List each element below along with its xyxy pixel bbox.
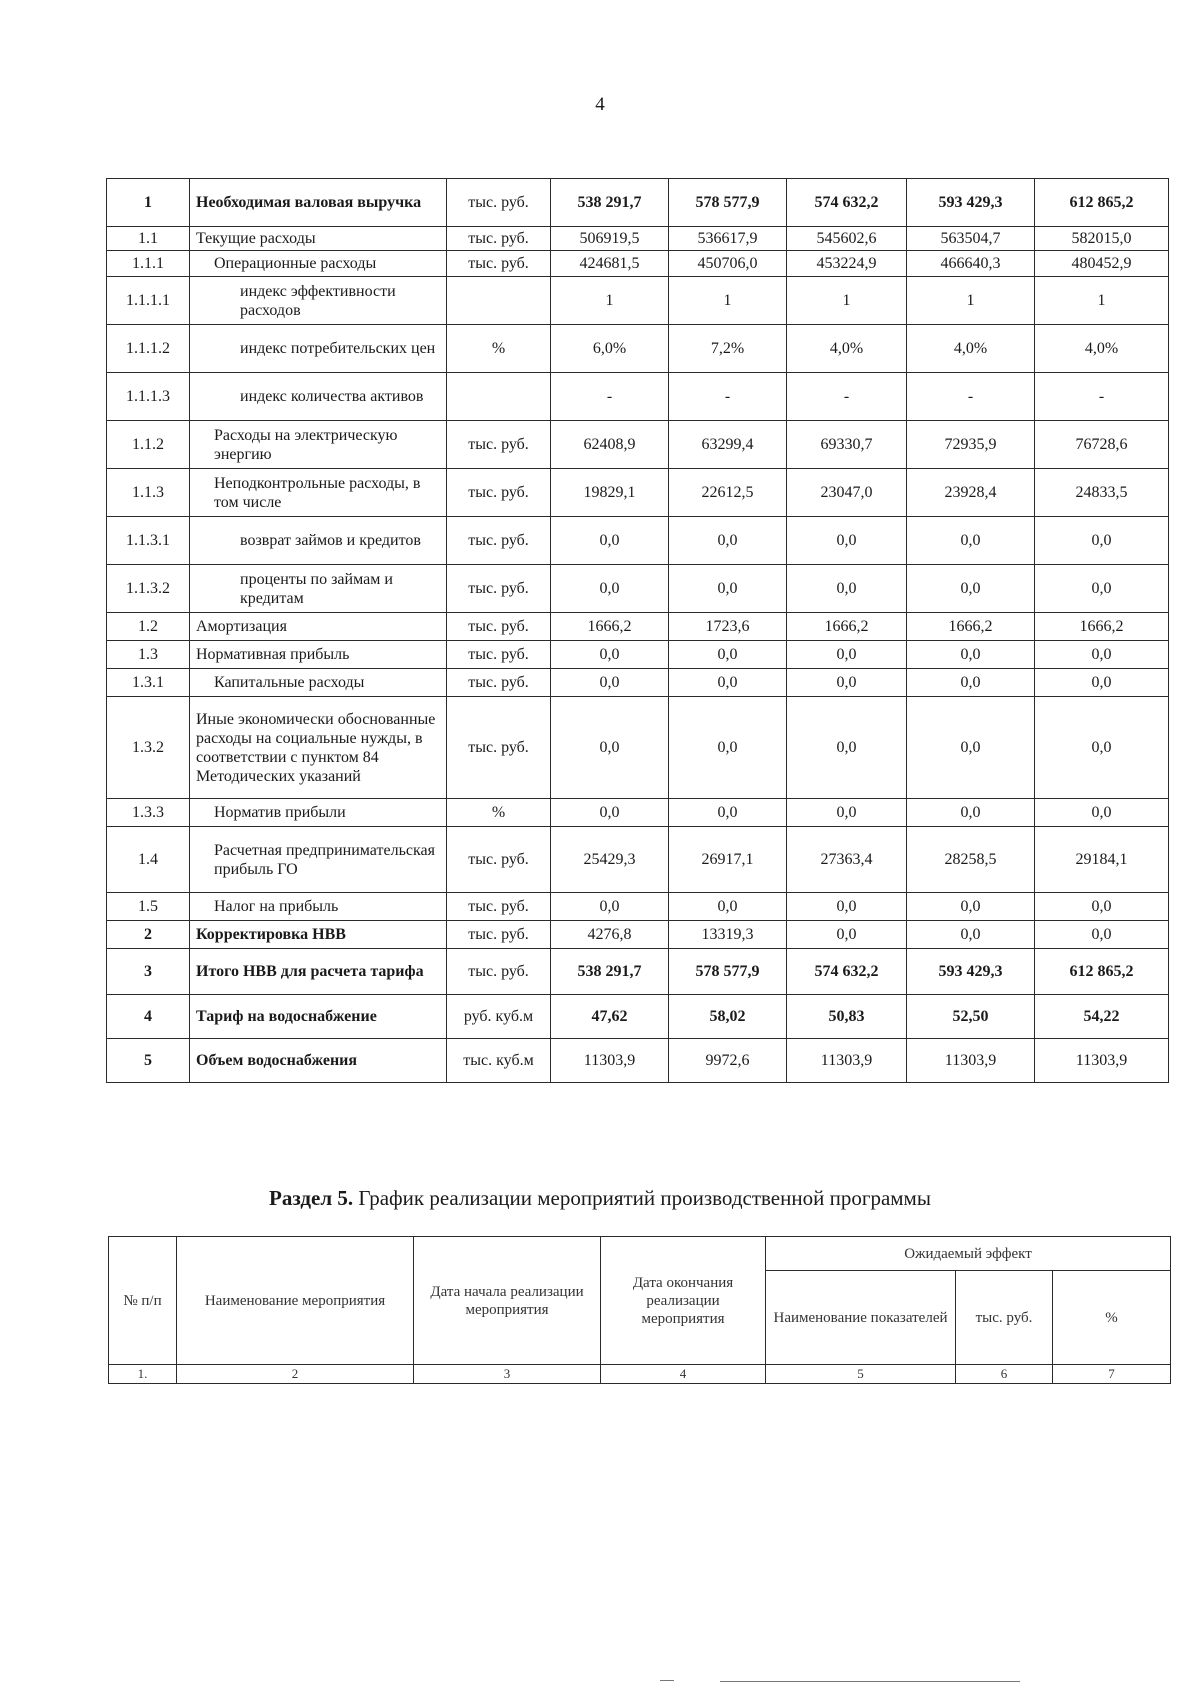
tariff-table — [106, 178, 1169, 1083]
row-name: Расчетная предпринимательская прибыль ГО — [190, 827, 447, 893]
value-cell: 0,0 — [787, 641, 907, 669]
value-cell: 11303,9 — [787, 1039, 907, 1083]
row-number: 1 — [107, 179, 190, 227]
row-number: 1.4 — [107, 827, 190, 893]
column-index-cell: 4 — [601, 1365, 766, 1384]
value-cell: 0,0 — [907, 517, 1035, 565]
row-name: Текущие расходы — [190, 227, 447, 251]
row-unit: тыс. куб.м — [447, 1039, 551, 1083]
row-name: Тариф на водоснабжение — [190, 995, 447, 1039]
value-cell: 11303,9 — [551, 1039, 669, 1083]
value-cell: 0,0 — [1035, 921, 1169, 949]
row-name: Норматив прибыли — [190, 799, 447, 827]
row-unit: % — [447, 325, 551, 373]
row-number: 1.1.3.1 — [107, 517, 190, 565]
header-start-date: Дата начала реализации мероприятия — [414, 1237, 601, 1365]
value-cell: 453224,9 — [787, 251, 907, 277]
page-number: 4 — [595, 94, 605, 115]
table-row — [107, 517, 1169, 565]
header-thousand-rub: тыс. руб. — [956, 1271, 1053, 1365]
value-cell: 22612,5 — [669, 469, 787, 517]
row-unit: тыс. руб. — [447, 421, 551, 469]
row-number: 1.5 — [107, 893, 190, 921]
value-cell: 4,0% — [1035, 325, 1169, 373]
value-cell: 27363,4 — [787, 827, 907, 893]
row-number: 4 — [107, 995, 190, 1039]
row-number: 1.1.3 — [107, 469, 190, 517]
table-row — [107, 949, 1169, 995]
row-name: Итого НВВ для расчета тарифа — [190, 949, 447, 995]
value-cell: 582015,0 — [1035, 227, 1169, 251]
value-cell: 9972,6 — [669, 1039, 787, 1083]
value-cell: 0,0 — [907, 565, 1035, 613]
row-unit — [447, 373, 551, 421]
row-unit: тыс. руб. — [447, 613, 551, 641]
table-row — [107, 641, 1169, 669]
value-cell: 72935,9 — [907, 421, 1035, 469]
value-cell: 0,0 — [551, 893, 669, 921]
value-cell: 593 429,3 — [907, 179, 1035, 227]
header-percent: % — [1053, 1271, 1171, 1365]
table-row — [107, 669, 1169, 697]
row-number: 1.3.3 — [107, 799, 190, 827]
value-cell: 563504,7 — [907, 227, 1035, 251]
value-cell: 23047,0 — [787, 469, 907, 517]
row-number: 1.1.3.2 — [107, 565, 190, 613]
value-cell: 0,0 — [1035, 517, 1169, 565]
value-cell: 13319,3 — [669, 921, 787, 949]
value-cell: 7,2% — [669, 325, 787, 373]
row-number: 1.1.1.1 — [107, 277, 190, 325]
value-cell: 538 291,7 — [551, 179, 669, 227]
value-cell: 0,0 — [669, 697, 787, 799]
table-row — [107, 1039, 1169, 1083]
value-cell: 466640,3 — [907, 251, 1035, 277]
value-cell: 0,0 — [787, 697, 907, 799]
row-unit: руб. куб.м — [447, 995, 551, 1039]
row-name: Неподконтрольные расходы, в том числе — [190, 469, 447, 517]
table-row — [107, 697, 1169, 799]
value-cell: 62408,9 — [551, 421, 669, 469]
column-index-cell: 7 — [1053, 1365, 1171, 1384]
value-cell: 4276,8 — [551, 921, 669, 949]
value-cell: 574 632,2 — [787, 949, 907, 995]
value-cell: 58,02 — [669, 995, 787, 1039]
row-number: 1.3 — [107, 641, 190, 669]
column-index-cell: 3 — [414, 1365, 601, 1384]
value-cell: 29184,1 — [1035, 827, 1169, 893]
value-cell: 6,0% — [551, 325, 669, 373]
value-cell: 69330,7 — [787, 421, 907, 469]
value-cell: - — [1035, 373, 1169, 421]
row-name: возврат займов и кредитов — [190, 517, 447, 565]
row-name: Капитальные расходы — [190, 669, 447, 697]
value-cell: 1666,2 — [551, 613, 669, 641]
value-cell: 0,0 — [551, 517, 669, 565]
row-unit: тыс. руб. — [447, 251, 551, 277]
value-cell: 0,0 — [907, 669, 1035, 697]
value-cell: 0,0 — [669, 517, 787, 565]
value-cell: 0,0 — [787, 893, 907, 921]
table-row — [107, 277, 1169, 325]
value-cell: 578 577,9 — [669, 949, 787, 995]
value-cell: 578 577,9 — [669, 179, 787, 227]
value-cell: 1 — [787, 277, 907, 325]
header-num: № п/п — [109, 1237, 177, 1365]
value-cell: 545602,6 — [787, 227, 907, 251]
row-unit: тыс. руб. — [447, 565, 551, 613]
value-cell: 24833,5 — [1035, 469, 1169, 517]
row-unit: тыс. руб. — [447, 641, 551, 669]
value-cell: 23928,4 — [907, 469, 1035, 517]
row-number: 1.1.1 — [107, 251, 190, 277]
section-5-title — [0, 1186, 1200, 1211]
row-name: Корректировка НВВ — [190, 921, 447, 949]
table-row — [107, 995, 1169, 1039]
value-cell: 0,0 — [787, 565, 907, 613]
scan-artifact — [720, 1681, 1020, 1682]
column-index-cell: 1. — [109, 1365, 177, 1384]
row-number: 1.3.2 — [107, 697, 190, 799]
table-row — [107, 565, 1169, 613]
header-expected-effect: Ожидаемый эффект — [766, 1237, 1171, 1271]
row-name: Операционные расходы — [190, 251, 447, 277]
value-cell: 0,0 — [1035, 893, 1169, 921]
value-cell: 0,0 — [551, 641, 669, 669]
value-cell: 0,0 — [551, 669, 669, 697]
scan-artifact — [660, 1680, 674, 1681]
value-cell: 0,0 — [907, 697, 1035, 799]
section-5-heading: График реализации мероприятий производственной программы — [358, 1186, 931, 1210]
table-row — [107, 469, 1169, 517]
value-cell: 0,0 — [907, 893, 1035, 921]
row-number: 5 — [107, 1039, 190, 1083]
value-cell: 538 291,7 — [551, 949, 669, 995]
value-cell: 612 865,2 — [1035, 949, 1169, 995]
value-cell: 1666,2 — [787, 613, 907, 641]
column-index-row — [109, 1365, 1171, 1384]
row-unit: тыс. руб. — [447, 697, 551, 799]
value-cell: 424681,5 — [551, 251, 669, 277]
row-unit: тыс. руб. — [447, 893, 551, 921]
value-cell: 574 632,2 — [787, 179, 907, 227]
value-cell: 1666,2 — [907, 613, 1035, 641]
value-cell: 0,0 — [1035, 799, 1169, 827]
value-cell: 28258,5 — [907, 827, 1035, 893]
table-row — [107, 827, 1169, 893]
row-name: Налог на прибыль — [190, 893, 447, 921]
value-cell: 593 429,3 — [907, 949, 1035, 995]
value-cell: 1 — [907, 277, 1035, 325]
header-activity-name: Наименование мероприятия — [177, 1237, 414, 1365]
value-cell: - — [551, 373, 669, 421]
table-row — [107, 921, 1169, 949]
table-row — [107, 613, 1169, 641]
row-name: индекс эффективности расходов — [190, 277, 447, 325]
value-cell: 0,0 — [787, 921, 907, 949]
header-end-date: Дата окончания реализации мероприятия — [601, 1237, 766, 1365]
value-cell: 0,0 — [669, 893, 787, 921]
row-unit: тыс. руб. — [447, 669, 551, 697]
value-cell: 0,0 — [551, 565, 669, 613]
value-cell: 26917,1 — [669, 827, 787, 893]
row-unit: % — [447, 799, 551, 827]
value-cell: 52,50 — [907, 995, 1035, 1039]
value-cell: 0,0 — [1035, 669, 1169, 697]
schedule-table — [108, 1236, 1171, 1384]
value-cell: 612 865,2 — [1035, 179, 1169, 227]
value-cell: 480452,9 — [1035, 251, 1169, 277]
value-cell: 450706,0 — [669, 251, 787, 277]
value-cell: 19829,1 — [551, 469, 669, 517]
value-cell: 0,0 — [551, 799, 669, 827]
table-row — [107, 251, 1169, 277]
value-cell: 506919,5 — [551, 227, 669, 251]
value-cell: 0,0 — [669, 641, 787, 669]
row-name: Объем водоснабжения — [190, 1039, 447, 1083]
value-cell: 0,0 — [907, 641, 1035, 669]
table-row — [107, 325, 1169, 373]
value-cell: 0,0 — [1035, 565, 1169, 613]
row-number: 3 — [107, 949, 190, 995]
value-cell: 0,0 — [669, 799, 787, 827]
row-number: 1.3.1 — [107, 669, 190, 697]
header-indicator-name: Наименование показателей — [766, 1271, 956, 1365]
row-unit: тыс. руб. — [447, 517, 551, 565]
row-name: проценты по займам и кредитам — [190, 565, 447, 613]
value-cell: 25429,3 — [551, 827, 669, 893]
table-row — [107, 799, 1169, 827]
row-name: Необходимая валовая выручка — [190, 179, 447, 227]
row-number: 1.1.1.2 — [107, 325, 190, 373]
row-number: 1.2 — [107, 613, 190, 641]
row-name: индекс количества активов — [190, 373, 447, 421]
value-cell: 0,0 — [907, 921, 1035, 949]
row-unit: тыс. руб. — [447, 179, 551, 227]
row-unit: тыс. руб. — [447, 949, 551, 995]
table-row — [107, 421, 1169, 469]
table-row — [107, 373, 1169, 421]
table-row — [107, 179, 1169, 227]
value-cell: 1 — [669, 277, 787, 325]
table-row — [107, 893, 1169, 921]
value-cell: 0,0 — [1035, 641, 1169, 669]
value-cell: - — [787, 373, 907, 421]
value-cell: 0,0 — [669, 669, 787, 697]
value-cell: 0,0 — [787, 799, 907, 827]
value-cell: 1 — [1035, 277, 1169, 325]
value-cell: 0,0 — [907, 799, 1035, 827]
row-name: Расходы на электрическую энергию — [190, 421, 447, 469]
value-cell: - — [669, 373, 787, 421]
value-cell: 1723,6 — [669, 613, 787, 641]
value-cell: 50,83 — [787, 995, 907, 1039]
value-cell: 0,0 — [1035, 697, 1169, 799]
column-index-cell: 5 — [766, 1365, 956, 1384]
row-name: Иные экономически обоснованные расходы на социальные нужды, в соответствии с пунктом 84 Методических указаний — [190, 697, 447, 799]
row-unit: тыс. руб. — [447, 827, 551, 893]
value-cell: 47,62 — [551, 995, 669, 1039]
row-number: 1.1 — [107, 227, 190, 251]
table-row — [107, 227, 1169, 251]
value-cell: 63299,4 — [669, 421, 787, 469]
row-name: Нормативная прибыль — [190, 641, 447, 669]
value-cell: 11303,9 — [1035, 1039, 1169, 1083]
row-number: 1.1.2 — [107, 421, 190, 469]
row-name: индекс потребительских цен — [190, 325, 447, 373]
section-5-label: Раздел 5. — [269, 1186, 354, 1210]
row-unit: тыс. руб. — [447, 227, 551, 251]
value-cell: 1666,2 — [1035, 613, 1169, 641]
value-cell: 1 — [551, 277, 669, 325]
value-cell: 536617,9 — [669, 227, 787, 251]
value-cell: 11303,9 — [907, 1039, 1035, 1083]
value-cell: 0,0 — [669, 565, 787, 613]
row-unit: тыс. руб. — [447, 921, 551, 949]
column-index-cell: 6 — [956, 1365, 1053, 1384]
value-cell: 4,0% — [787, 325, 907, 373]
value-cell: 0,0 — [787, 517, 907, 565]
row-unit: тыс. руб. — [447, 469, 551, 517]
row-number: 1.1.1.3 — [107, 373, 190, 421]
value-cell: 4,0% — [907, 325, 1035, 373]
value-cell: 76728,6 — [1035, 421, 1169, 469]
column-index-cell: 2 — [177, 1365, 414, 1384]
value-cell: 54,22 — [1035, 995, 1169, 1039]
row-name: Амортизация — [190, 613, 447, 641]
value-cell: - — [907, 373, 1035, 421]
value-cell: 0,0 — [551, 697, 669, 799]
value-cell: 0,0 — [787, 669, 907, 697]
row-unit — [447, 277, 551, 325]
row-number: 2 — [107, 921, 190, 949]
